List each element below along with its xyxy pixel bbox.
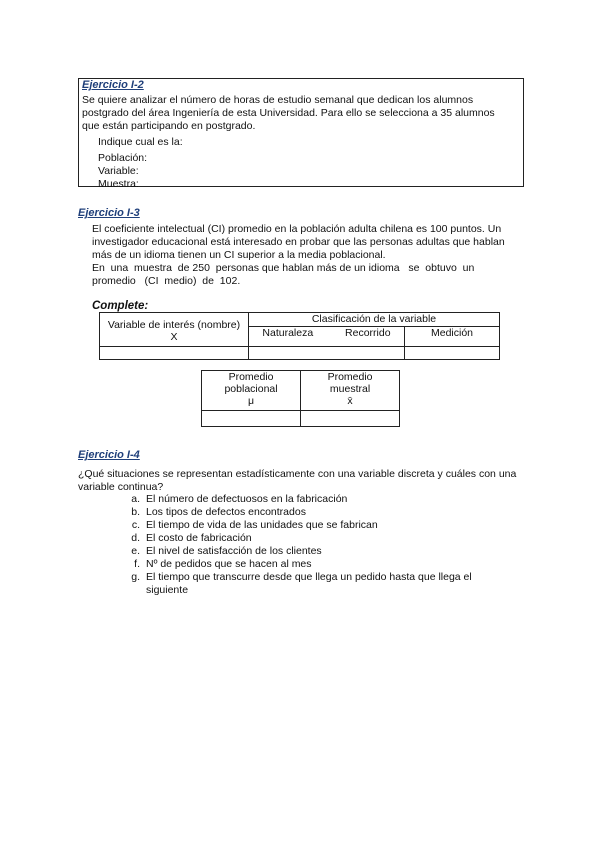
list-item [126, 506, 526, 519]
variable-symbol: X [170, 330, 178, 343]
list-item [126, 571, 526, 584]
x-bar-symbol: x̄ [347, 395, 353, 407]
answer-cell-variable[interactable] [100, 347, 249, 360]
list-marker: g. [131, 571, 140, 583]
exercise-3-heading: Ejercicio I-3 [78, 207, 140, 219]
list-item-text: El tiempo de vida de las unidades que se fabrican [146, 519, 378, 531]
exercise-3-line4: En una muestra de 250 personas que hablan más de un idioma se obtuvo un [92, 262, 475, 274]
list-marker: b. [131, 506, 140, 518]
exercise-2-heading: Ejercicio I-2 [82, 79, 144, 91]
sample-average-line2: muestral [329, 383, 371, 395]
list-marker: c. [131, 519, 140, 531]
list-item-text: El costo de fabricación [146, 532, 252, 544]
list-item [126, 532, 526, 545]
answer-cell-population-average[interactable] [202, 411, 301, 427]
naturaleza-header: Naturaleza [262, 327, 314, 339]
exercise-3-line1: El coeficiente intelectual (CI) promedio en la población adulta chilena es 100 puntos. Un [92, 223, 502, 235]
exercise-4-heading: Ejercicio I-4 [78, 449, 140, 461]
list-item-continuation-text: siguiente [146, 584, 189, 596]
list-item [126, 545, 526, 558]
list-item [126, 493, 526, 506]
mu-symbol: μ [248, 395, 255, 407]
sample-average-header [301, 371, 400, 411]
variable-classification-table [99, 312, 500, 360]
list-item-text: Los tipos de defectos encontrados [146, 506, 306, 518]
exercise-2-line1: Se quiere analizar el número de horas de estudio semanal que dedican los alumnos [82, 94, 474, 106]
exercise-2-indique: Indique cual es la: [98, 136, 183, 148]
naturaleza-recorrido-cell [249, 327, 405, 347]
average-table [201, 370, 400, 427]
list-marker: a. [131, 493, 140, 505]
list-item-continuation [126, 584, 526, 597]
variable-interest-header [100, 313, 249, 347]
exercise-3-line5: promedio (CI medio) de 102. [92, 275, 241, 287]
recorrido-header: Recorrido [345, 327, 391, 339]
exercise-3-line2: investigador educacional está interesado en probar que las personas adultas que hablan [92, 236, 505, 248]
list-marker: d. [131, 532, 140, 544]
population-average-line1: Promedio [228, 371, 274, 383]
population-average-header [202, 371, 301, 411]
complete-label: Complete: [92, 300, 149, 312]
list-item-text: El tiempo que transcurre desde que llega un pedido hasta que llega el [146, 571, 472, 583]
answer-cell-medicion[interactable] [405, 347, 500, 360]
exercise-2-variable: Variable: [98, 165, 139, 177]
list-item [126, 558, 526, 571]
list-item-text: Nº de pedidos que se hacen al mes [146, 558, 312, 570]
exercise-4-question-line2: variable continua? [78, 481, 164, 493]
exercise-4-list [126, 493, 526, 597]
sample-average-line1: Promedio [327, 371, 373, 383]
classification-header: Clasificación de la variable [249, 313, 500, 327]
variable-interest-label: Variable de interés (nombre) [107, 318, 241, 331]
exercise-4-question-line1: ¿Qué situaciones se representan estadísticamente con una variable discreta y cuáles con una [78, 468, 517, 480]
answer-cell-sample-average[interactable] [301, 411, 400, 427]
list-item-text: El nivel de satisfacción de los clientes [146, 545, 322, 557]
medicion-header: Medición [405, 327, 500, 347]
exercise-2-line2: postgrado del área Ingeniería de esta Universidad. Para ello se selecciona a 35 alumnos [82, 107, 495, 119]
list-marker: e. [131, 545, 140, 557]
list-item [126, 519, 526, 532]
answer-cell-naturaleza-recorrido[interactable] [249, 347, 405, 360]
list-item-text: El número de defectuosos en la fabricación [146, 493, 348, 505]
exercise-2-line3: que están participando en postgrado. [82, 120, 256, 132]
population-average-line2: poblacional [224, 383, 278, 395]
exercise-2-muestra: Muestra: [98, 178, 139, 190]
exercise-3-line3: más de un idioma tienen un CI superior a la media poblacional. [92, 249, 386, 261]
list-marker: f. [134, 558, 140, 570]
exercise-2-poblacion: Población: [98, 152, 148, 164]
